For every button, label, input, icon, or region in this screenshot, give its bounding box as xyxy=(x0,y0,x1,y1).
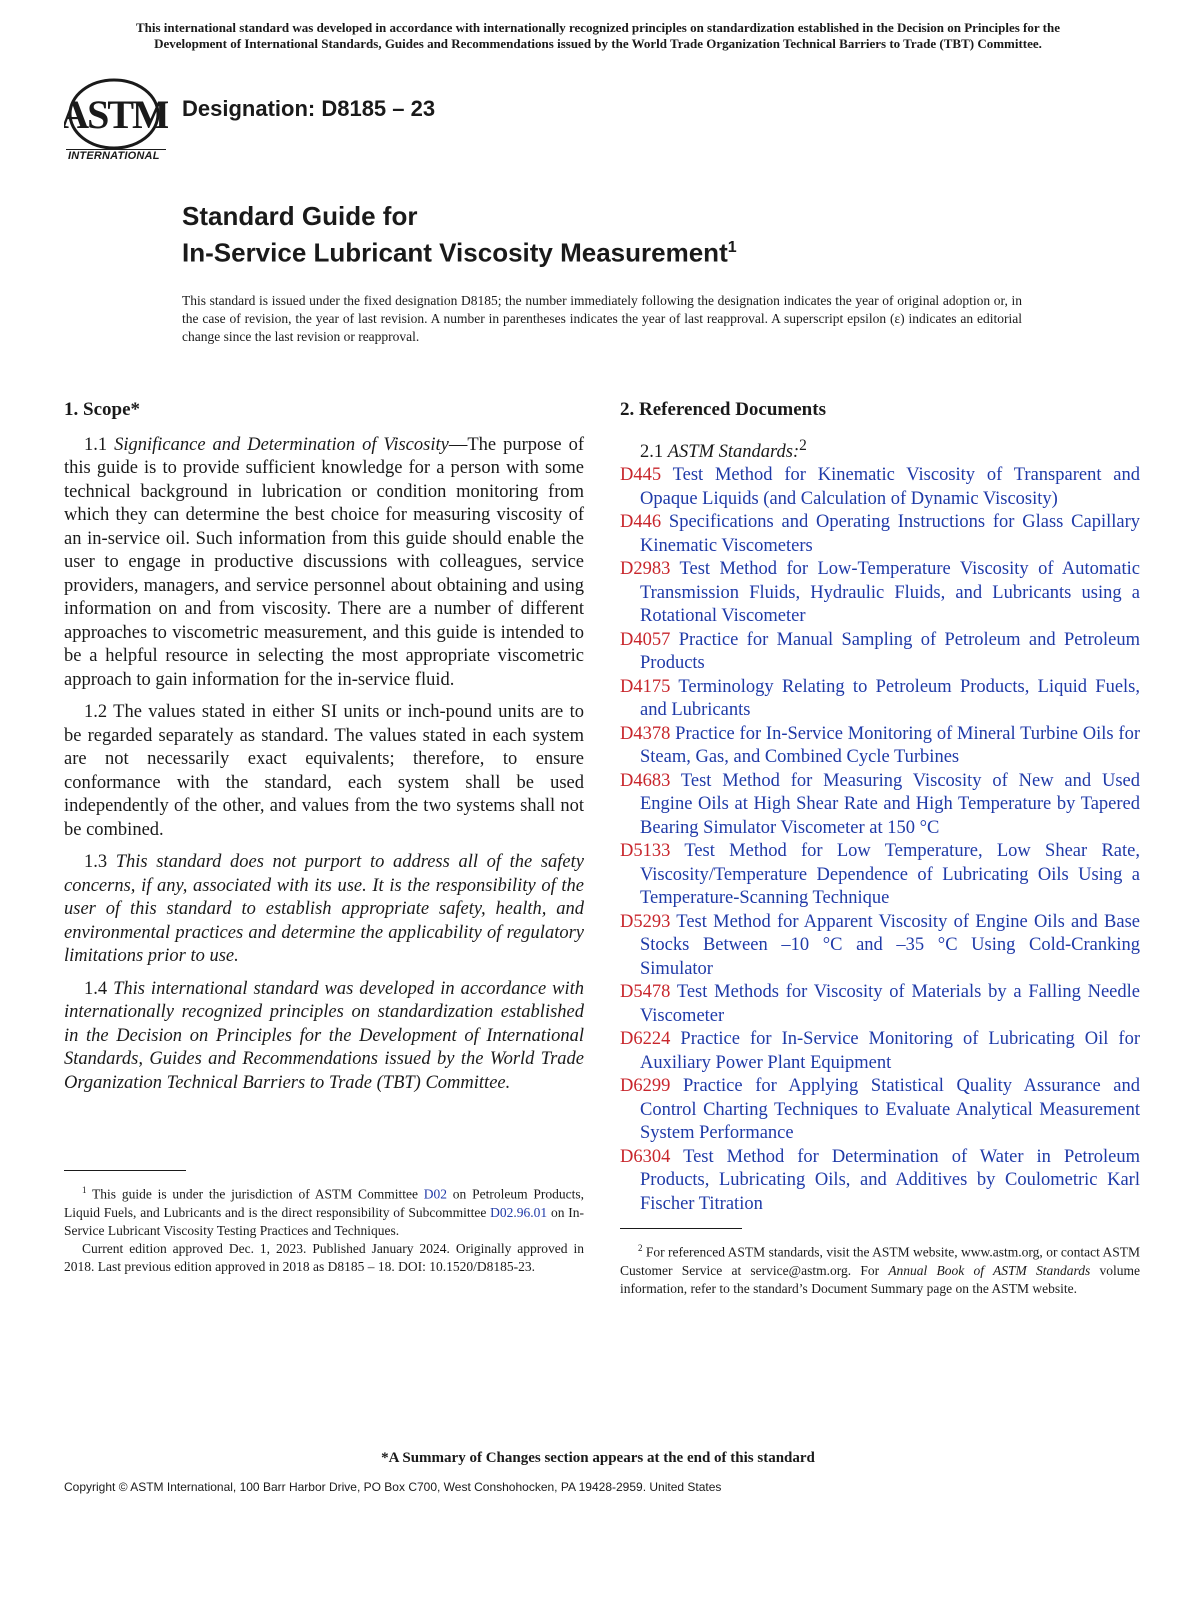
reference-item xyxy=(620,1146,1140,1217)
reference-code-link[interactable]: D445 xyxy=(620,465,662,486)
reference-title-link[interactable]: Practice for Manual Sampling of Petroleum and Petroleum Products xyxy=(640,629,1140,674)
top-notice-line-1: This international standard was developed in accordance with internationally recognized principles on standardization established in the Decision on Principles for the xyxy=(135,20,1060,35)
reference-item xyxy=(620,981,1140,1028)
reference-title-link[interactable]: Specifications and Operating Instructions for Glass Capillary Kinematic Viscometers xyxy=(640,512,1140,556)
sub-italic: ASTM Standards: xyxy=(667,441,800,462)
reference-code-link[interactable]: D4378 xyxy=(620,723,671,744)
reference-code-link[interactable]: D6224 xyxy=(620,1029,671,1050)
reference-title-link[interactable]: Test Method for Low Temperature, Low Shear Rate, Viscosity/Temperature Dependence of Lubricating Oils Using a Temperature-Scanning Technique xyxy=(640,841,1140,909)
reference-code-link[interactable]: D5293 xyxy=(620,911,671,932)
reference-item xyxy=(620,1075,1140,1146)
reference-code-link[interactable]: D6299 xyxy=(620,1076,671,1097)
logo-subtext: INTERNATIONAL xyxy=(68,150,160,162)
reference-list xyxy=(620,464,1140,1216)
footnote-2-para xyxy=(620,1239,1140,1298)
copyright: Copyright © ASTM International, 100 Barr Harbor Drive, PO Box C700, West Conshohocken, PA 19428-2959. United States xyxy=(64,1480,722,1494)
reference-item xyxy=(620,723,1140,770)
title-line-1: Standard Guide for xyxy=(182,201,418,231)
reference-title-link[interactable]: Test Method for Apparent Viscosity of Engine Oils and Base Stocks Between –10 °C and –35 °C Using Cold-Cranking Simulator xyxy=(640,911,1140,979)
footnote-1-para-2: Current edition approved Dec. 1, 2023. Published January 2024. Originally approved in 2018. Last previous edition approved in 2018 as D8185 – 18. DOI: 10.1520/D8185-23. xyxy=(64,1240,584,1274)
reference-code-link[interactable]: D4057 xyxy=(620,629,671,650)
reference-code-link[interactable]: D4683 xyxy=(620,770,671,791)
reference-item xyxy=(620,511,1140,558)
reference-title-link[interactable]: Practice for Applying Statistical Quality Assurance and Control Charting Techniques to Evaluate Analytical Measurement System Performance xyxy=(640,1076,1140,1144)
reference-title-link[interactable]: Practice for In-Service Monitoring of Mineral Turbine Oils for Steam, Gas, and Combined Cycle Turbines xyxy=(640,723,1140,768)
reference-item xyxy=(620,770,1140,841)
footnote-2-italic: Annual Book of ASTM Standards xyxy=(888,1262,1091,1278)
reference-code-link[interactable]: D6304 xyxy=(620,1146,671,1167)
reference-item xyxy=(620,840,1140,911)
scope-paragraph-1-2: 1.2 The values stated in either SI units or inch-pound units are to be regarded separately as standard. The values stated in each system are not necessarily exact equivalents; therefore, to ensure conformance with the standard, each system shall be used independently of the other, and values from the two systems shall not be combined. xyxy=(64,702,584,840)
reference-title-link[interactable]: Test Method for Kinematic Viscosity of Transparent and Opaque Liquids (and Calculation of Dynamic Viscosity) xyxy=(640,465,1140,509)
reference-item xyxy=(620,464,1140,511)
top-notice-line-2: Development of International Standards, Guides and Recommendations issued by the World Trade Organization Technical Barriers to Trade (TBT) Committee. xyxy=(154,36,1042,51)
reference-title-link[interactable]: Test Method for Low-Temperature Viscosity of Automatic Transmission Fluids, Hydraulic Fluids, and Lubricants using a Rotational Viscometer xyxy=(640,559,1140,627)
footnote-2-marker: 2 xyxy=(638,1243,643,1253)
footnote-1-marker: 1 xyxy=(82,1185,87,1195)
reference-title-link[interactable]: Terminology Relating to Petroleum Products, Liquid Fuels, and Lubricants xyxy=(640,676,1140,721)
document-title xyxy=(182,200,737,269)
committee-d02-link[interactable]: D02 xyxy=(423,1186,448,1202)
p4-number: 1.4 xyxy=(84,978,114,999)
issue-note: This standard is issued under the fixed designation D8185; the number immediately following the designation indicates the year of original adoption or, in the case of revision, the year of last revision. A number in parentheses indicates the year of last reapproval. A superscript epsilon (ε) indicates an editorial change since the last revision or reapproval. xyxy=(182,293,1022,344)
astm-standards-subheading xyxy=(620,434,1140,465)
reference-code-link[interactable]: D4175 xyxy=(620,676,671,697)
designation: Designation: D8185 – 23 xyxy=(182,96,436,121)
footnote-rule xyxy=(64,1170,186,1171)
subcommittee-link[interactable]: D02.96.01 xyxy=(490,1204,548,1220)
scope-paragraph-1-3 xyxy=(64,851,584,969)
sub-footnote-ref[interactable]: 2 xyxy=(799,436,807,454)
footnote-rule xyxy=(620,1228,742,1229)
footnote-1-para-1 xyxy=(64,1181,584,1240)
reference-item xyxy=(620,1028,1140,1075)
reference-item xyxy=(620,911,1140,982)
reference-title-link[interactable]: Test Methods for Viscosity of Materials by a Falling Needle Viscometer xyxy=(640,982,1140,1026)
title-line-2 xyxy=(182,232,737,269)
p3-number: 1.3 xyxy=(84,852,116,872)
footnote-1-text-b: on Petroleum Products, Liquid Fuels, and Lubricants and is the direct responsibility of Subcommittee xyxy=(64,1186,584,1220)
footnote-1-text-c: on In-Service Lubricant Viscosity Testing Practices and Techniques. xyxy=(64,1204,584,1238)
svg-text:ASTM: ASTM xyxy=(64,92,168,137)
p3-italic: This standard does not purport to address all of the safety concerns, if any, associated with its use. It is the responsibility of the user of this standard to establish appropriate safety, health, and environmental practices and determine the applicability of regulatory limitations prior to use. xyxy=(64,852,584,966)
title-footnote-ref[interactable]: 1 xyxy=(727,239,737,256)
reference-item xyxy=(620,676,1140,723)
p4-italic: This international standard was developed in accordance with internationally recognized principles on standardization established in the Decision on Principles for the Development of International Standards, Guides and Recommendations issued by the World Trade Organization Technical Barriers to Trade (TBT) Committee. xyxy=(64,978,585,1093)
reference-title-link[interactable]: Test Method for Determination of Water in Petroleum Products, Lubricating Oils, and Additives by Coulometric Karl Fischer Titration xyxy=(640,1146,1140,1214)
scope-section xyxy=(64,398,584,1104)
scope-heading: 1. Scope* xyxy=(64,399,140,420)
summary-of-changes-note: *A Summary of Changes section appears at the end of this standard xyxy=(381,1450,815,1466)
p1-text: —The purpose of this guide is to provide sufficient knowledge for a person with some technical background in lubrication or condition monitoring from which they can determine the best choice for measuring viscosity of an in-service oil. Such information from this guide should enable the user to engage in productive discussions with colleagues, service providers, managers, and service personnel about obtaining and using information on and from viscosity. There are a number of different approaches to viscometric measurement, and this guide is intended to be a helpful resource in selecting the most appropriate viscometric approach to gain information for the in-service fluid. xyxy=(64,434,585,690)
title-line-2-text: In-Service Lubricant Viscosity Measurement xyxy=(182,237,728,268)
reference-title-link[interactable]: Practice for In-Service Monitoring of Lubricating Oil for Auxiliary Power Plant Equipment xyxy=(640,1029,1140,1073)
footnote-1 xyxy=(64,1170,584,1276)
footnote-2 xyxy=(620,1228,1140,1298)
referenced-heading: 2. Referenced Documents xyxy=(620,399,826,420)
footnote-2-text-b: volume information, refer to the standard’s Document Summary page on the ASTM website. xyxy=(620,1262,1140,1296)
reference-title-link[interactable]: Test Method for Measuring Viscosity of New and Used Engine Oils at High Shear Rate and High Temperature by Tapered Bearing Simulator Viscometer at 150 °C xyxy=(640,770,1140,838)
reference-code-link[interactable]: D2983 xyxy=(620,559,671,580)
reference-code-link[interactable]: D5133 xyxy=(620,841,671,862)
reference-item xyxy=(620,558,1140,629)
scope-paragraph-1-1 xyxy=(64,434,584,693)
footnote-1-text-a: This guide is under the jurisdiction of ASTM Committee xyxy=(86,1186,424,1202)
p1-italic: Significance and Determination of Viscosity xyxy=(114,434,449,455)
reference-code-link[interactable]: D5478 xyxy=(620,982,671,1003)
sub-number: 2.1 xyxy=(640,441,668,462)
scope-paragraph-1-4 xyxy=(64,978,584,1096)
reference-code-link[interactable]: D446 xyxy=(620,512,662,533)
referenced-documents-section xyxy=(620,398,1140,1216)
top-notice xyxy=(62,20,1134,52)
p1-number: 1.1 xyxy=(84,434,115,455)
reference-item xyxy=(620,629,1140,676)
footnote-2-text-a: For referenced ASTM standards, visit the ASTM website, www.astm.org, or contact ASTM Customer Service at service@astm.org. For xyxy=(620,1244,1140,1278)
